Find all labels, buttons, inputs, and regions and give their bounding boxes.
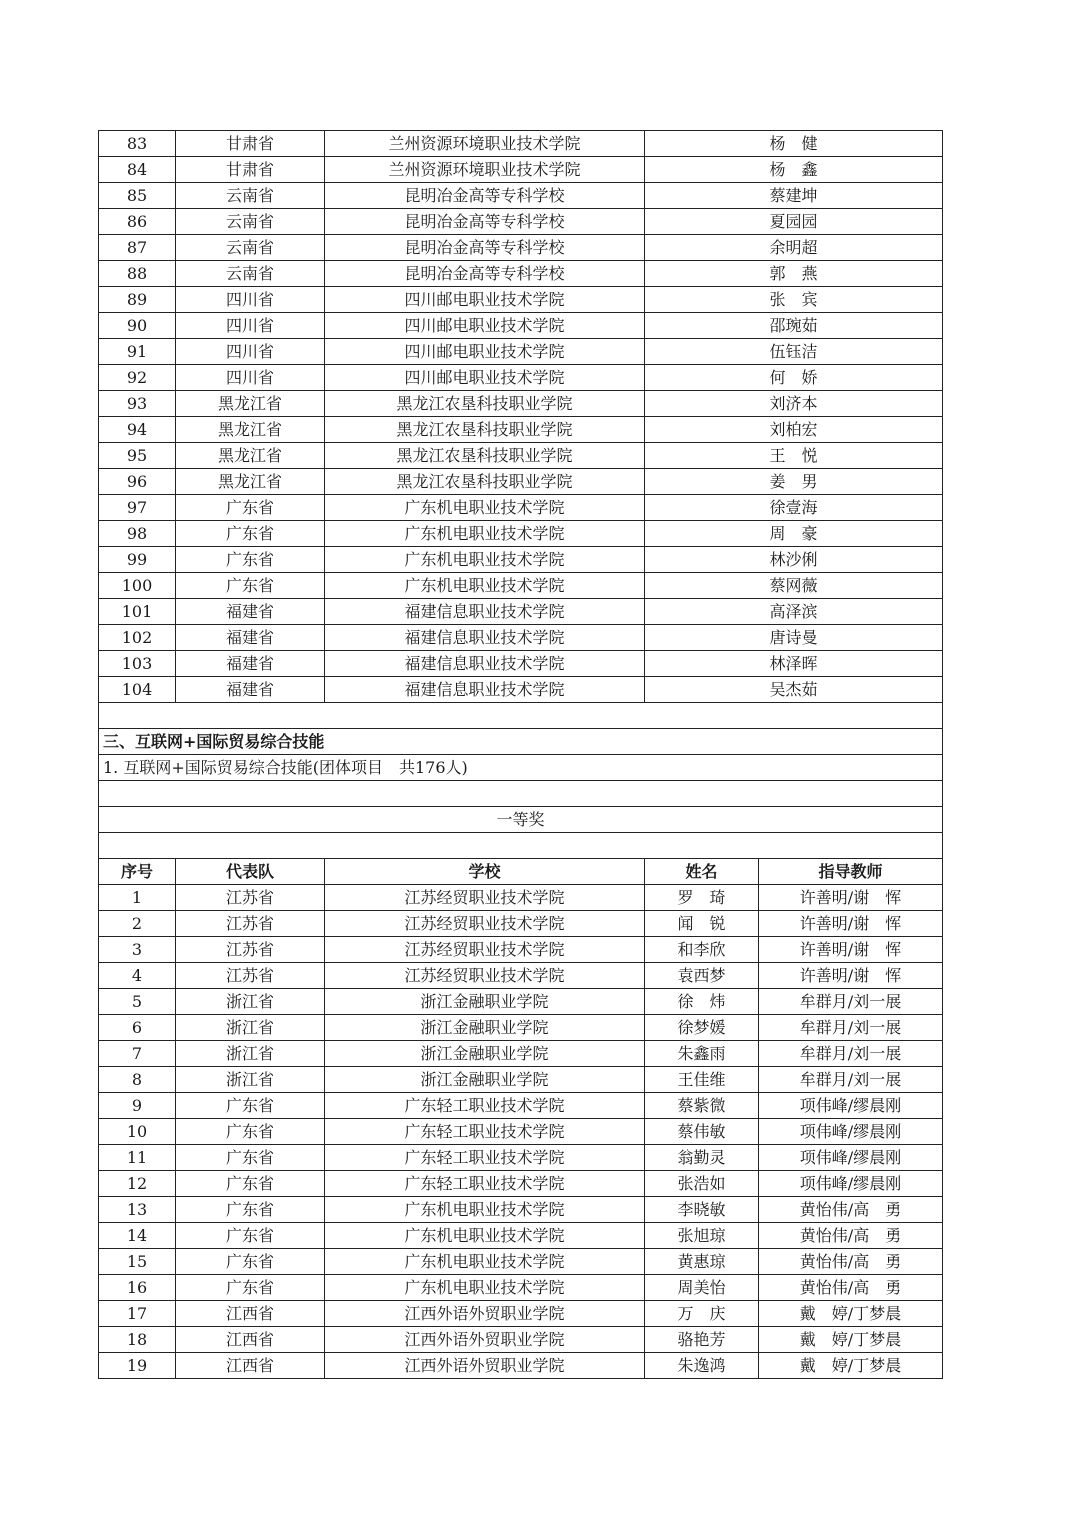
team-cell: 福建省 [176,625,325,651]
table-row [99,989,943,1015]
student-name-cell: 蔡伟敏 [645,1119,759,1145]
row-number: 96 [99,469,176,495]
student-name-cell: 杨 鑫 [645,157,943,183]
team-cell: 黑龙江省 [176,469,325,495]
team-cell: 广东省 [176,521,325,547]
row-number: 14 [99,1223,176,1249]
teacher-cell: 许善明/谢 恽 [759,963,943,989]
student-name-cell: 王佳维 [645,1067,759,1093]
row-number: 19 [99,1353,176,1379]
team-cell: 广东省 [176,1145,325,1171]
row-number: 87 [99,235,176,261]
section-heading-row [99,729,943,755]
team-cell: 甘肃省 [176,131,325,157]
row-number: 8 [99,1067,176,1093]
student-name-cell: 夏园园 [645,209,943,235]
team-cell: 浙江省 [176,1015,325,1041]
student-name-cell: 罗 琦 [645,885,759,911]
team-cell: 江苏省 [176,937,325,963]
table-row [99,417,943,443]
team-cell: 四川省 [176,339,325,365]
blank-row [99,703,943,729]
teacher-cell: 戴 婷/丁梦晨 [759,1327,943,1353]
team-cell: 黑龙江省 [176,391,325,417]
school-cell: 江西外语外贸职业学院 [325,1353,645,1379]
student-name-cell: 朱逸鸿 [645,1353,759,1379]
table-row [99,651,943,677]
school-cell: 江苏经贸职业技术学院 [325,911,645,937]
school-cell: 黑龙江农垦科技职业学院 [325,391,645,417]
table-row [99,911,943,937]
school-cell: 广东轻工职业技术学院 [325,1171,645,1197]
row-number: 94 [99,417,176,443]
student-name-cell: 王 悦 [645,443,943,469]
col-header-name: 姓名 [645,859,759,885]
row-number: 95 [99,443,176,469]
blank-row [99,833,943,859]
table2-header-row [99,859,943,885]
award-row [99,807,943,833]
row-number: 12 [99,1171,176,1197]
school-cell: 昆明冶金高等专科学校 [325,209,645,235]
team-cell: 广东省 [176,573,325,599]
table-row [99,599,943,625]
student-name-cell: 邵琬茹 [645,313,943,339]
school-cell: 江苏经贸职业技术学院 [325,885,645,911]
table-row [99,1197,943,1223]
row-number: 97 [99,495,176,521]
team-cell: 云南省 [176,261,325,287]
team-cell: 广东省 [176,1197,325,1223]
student-name-cell: 周美怡 [645,1275,759,1301]
school-cell: 广东轻工职业技术学院 [325,1145,645,1171]
school-cell: 浙江金融职业学院 [325,1067,645,1093]
teacher-cell: 戴 婷/丁梦晨 [759,1301,943,1327]
row-number: 17 [99,1301,176,1327]
student-name-cell: 张 宾 [645,287,943,313]
table-row [99,157,943,183]
blank-row [99,781,943,807]
row-number: 104 [99,677,176,703]
school-cell: 黑龙江农垦科技职业学院 [325,417,645,443]
table-row [99,443,943,469]
student-name-cell: 唐诗曼 [645,625,943,651]
teacher-cell: 牟群月/刘一展 [759,1041,943,1067]
school-cell: 浙江金融职业学院 [325,1015,645,1041]
team-cell: 广东省 [176,1093,325,1119]
row-number: 1 [99,885,176,911]
team-cell: 浙江省 [176,989,325,1015]
table-row [99,313,943,339]
teacher-cell: 黄怡伟/高 勇 [759,1223,943,1249]
team-cell: 江西省 [176,1353,325,1379]
school-cell: 广东机电职业技术学院 [325,495,645,521]
row-number: 16 [99,1275,176,1301]
team-cell: 福建省 [176,599,325,625]
table-row [99,1353,943,1379]
school-cell: 广东机电职业技术学院 [325,521,645,547]
student-name-cell: 袁西梦 [645,963,759,989]
school-cell: 广东机电职业技术学院 [325,547,645,573]
school-cell: 福建信息职业技术学院 [325,651,645,677]
col-header-no: 序号 [99,859,176,885]
school-cell: 黑龙江农垦科技职业学院 [325,443,645,469]
school-cell: 四川邮电职业技术学院 [325,287,645,313]
row-number: 93 [99,391,176,417]
team-cell: 四川省 [176,313,325,339]
student-name-cell: 张旭琼 [645,1223,759,1249]
teacher-cell: 项伟峰/缪晨刚 [759,1119,943,1145]
row-number: 5 [99,989,176,1015]
results-sheet [98,130,942,1379]
teacher-cell: 牟群月/刘一展 [759,1067,943,1093]
school-cell: 福建信息职业技术学院 [325,677,645,703]
teacher-cell: 黄怡伟/高 勇 [759,1275,943,1301]
school-cell: 广东机电职业技术学院 [325,1223,645,1249]
row-number: 15 [99,1249,176,1275]
team-cell: 江苏省 [176,885,325,911]
table-row [99,677,943,703]
school-cell: 江西外语外贸职业学院 [325,1327,645,1353]
col-header-teacher: 指导教师 [759,859,943,885]
school-cell: 江西外语外贸职业学院 [325,1301,645,1327]
section-header [99,703,943,885]
table-row [99,469,943,495]
table-row [99,885,943,911]
student-name-cell: 蔡紫微 [645,1093,759,1119]
award-title: 一等奖 [99,807,943,833]
school-cell: 福建信息职业技术学院 [325,625,645,651]
student-name-cell: 周 豪 [645,521,943,547]
table-row [99,365,943,391]
row-number: 89 [99,287,176,313]
table-row [99,1301,943,1327]
team-cell: 广东省 [176,1223,325,1249]
school-cell: 昆明冶金高等专科学校 [325,235,645,261]
student-name-cell: 徐 炜 [645,989,759,1015]
school-cell: 昆明冶金高等专科学校 [325,261,645,287]
row-number: 85 [99,183,176,209]
table-row [99,1171,943,1197]
row-number: 99 [99,547,176,573]
row-number: 90 [99,313,176,339]
table-row [99,937,943,963]
row-number: 103 [99,651,176,677]
team-cell: 广东省 [176,495,325,521]
student-name-cell: 杨 健 [645,131,943,157]
team-cell: 云南省 [176,235,325,261]
col-header-team: 代表队 [176,859,325,885]
team-cell: 黑龙江省 [176,443,325,469]
row-number: 102 [99,625,176,651]
team-cell: 江苏省 [176,911,325,937]
section-subheading-row [99,755,943,781]
school-cell: 广东机电职业技术学院 [325,1197,645,1223]
table-row [99,1041,943,1067]
teacher-cell: 牟群月/刘一展 [759,989,943,1015]
row-number: 7 [99,1041,176,1067]
table-row [99,521,943,547]
school-cell: 广东机电职业技术学院 [325,1249,645,1275]
school-cell: 浙江金融职业学院 [325,1041,645,1067]
team-cell: 江西省 [176,1301,325,1327]
team-cell: 广东省 [176,1275,325,1301]
student-name-cell: 伍钰洁 [645,339,943,365]
student-name-cell: 吴杰茹 [645,677,943,703]
student-name-cell: 徐梦媛 [645,1015,759,1041]
row-number: 11 [99,1145,176,1171]
table-row [99,1145,943,1171]
team-cell: 江西省 [176,1327,325,1353]
team-cell: 黑龙江省 [176,417,325,443]
student-name-cell: 高泽滨 [645,599,943,625]
teacher-cell: 戴 婷/丁梦晨 [759,1353,943,1379]
team-cell: 福建省 [176,677,325,703]
row-number: 6 [99,1015,176,1041]
table2-body [99,885,943,1379]
table-row [99,1327,943,1353]
team-cell: 四川省 [176,365,325,391]
student-name-cell: 林泽晖 [645,651,943,677]
student-name-cell: 何 娇 [645,365,943,391]
teacher-cell: 许善明/谢 恽 [759,885,943,911]
row-number: 9 [99,1093,176,1119]
team-cell: 甘肃省 [176,157,325,183]
table-row [99,1015,943,1041]
teacher-cell: 许善明/谢 恽 [759,937,943,963]
team-cell: 广东省 [176,1171,325,1197]
table1-body [99,131,943,703]
team-cell: 广东省 [176,547,325,573]
table-row [99,209,943,235]
table-row [99,287,943,313]
student-name-cell: 蔡网薇 [645,573,943,599]
school-cell: 福建信息职业技术学院 [325,599,645,625]
team-cell: 江苏省 [176,963,325,989]
school-cell: 广东机电职业技术学院 [325,573,645,599]
student-name-cell: 郭 燕 [645,261,943,287]
table-row [99,495,943,521]
row-number: 92 [99,365,176,391]
school-cell: 江苏经贸职业技术学院 [325,963,645,989]
row-number: 10 [99,1119,176,1145]
teacher-cell: 项伟峰/缪晨刚 [759,1093,943,1119]
teacher-cell: 黄怡伟/高 勇 [759,1197,943,1223]
school-cell: 江苏经贸职业技术学院 [325,937,645,963]
student-name-cell: 万 庆 [645,1301,759,1327]
teacher-cell: 许善明/谢 恽 [759,911,943,937]
row-number: 2 [99,911,176,937]
table-row [99,573,943,599]
row-number: 18 [99,1327,176,1353]
school-cell: 黑龙江农垦科技职业学院 [325,469,645,495]
team-cell: 云南省 [176,183,325,209]
student-name-cell: 余明超 [645,235,943,261]
row-number: 98 [99,521,176,547]
section-heading: 三、互联网+国际贸易综合技能 [99,729,943,755]
student-name-cell: 蔡建坤 [645,183,943,209]
team-cell: 四川省 [176,287,325,313]
table-row [99,625,943,651]
table-row [99,339,943,365]
row-number: 13 [99,1197,176,1223]
team-cell: 广东省 [176,1249,325,1275]
row-number: 100 [99,573,176,599]
table-row [99,547,943,573]
student-name-cell: 张浩如 [645,1171,759,1197]
student-name-cell: 闻 锐 [645,911,759,937]
row-number: 84 [99,157,176,183]
table-row [99,131,943,157]
teacher-cell: 项伟峰/缪晨刚 [759,1145,943,1171]
team-cell: 福建省 [176,651,325,677]
section-subheading: 1. 互联网+国际贸易综合技能(团体项目 共176人) [99,755,943,781]
results-table [98,130,943,1379]
student-name-cell: 刘柏宏 [645,417,943,443]
student-name-cell: 黄惠琼 [645,1249,759,1275]
team-cell: 浙江省 [176,1067,325,1093]
row-number: 101 [99,599,176,625]
student-name-cell: 刘济本 [645,391,943,417]
teacher-cell: 牟群月/刘一展 [759,1015,943,1041]
student-name-cell: 林沙俐 [645,547,943,573]
student-name-cell: 翁勤灵 [645,1145,759,1171]
table-row [99,1093,943,1119]
table-row [99,183,943,209]
school-cell: 兰州资源环境职业技术学院 [325,157,645,183]
table-row [99,1249,943,1275]
student-name-cell: 朱鑫雨 [645,1041,759,1067]
row-number: 88 [99,261,176,287]
school-cell: 四川邮电职业技术学院 [325,365,645,391]
table-row [99,235,943,261]
col-header-school: 学校 [325,859,645,885]
row-number: 3 [99,937,176,963]
team-cell: 广东省 [176,1119,325,1145]
school-cell: 广东轻工职业技术学院 [325,1093,645,1119]
table-row [99,963,943,989]
school-cell: 四川邮电职业技术学院 [325,313,645,339]
table-row [99,1119,943,1145]
row-number: 83 [99,131,176,157]
team-cell: 浙江省 [176,1041,325,1067]
table-row [99,261,943,287]
team-cell: 云南省 [176,209,325,235]
school-cell: 广东轻工职业技术学院 [325,1119,645,1145]
student-name-cell: 李晓敏 [645,1197,759,1223]
school-cell: 四川邮电职业技术学院 [325,339,645,365]
row-number: 86 [99,209,176,235]
student-name-cell: 和李欣 [645,937,759,963]
teacher-cell: 黄怡伟/高 勇 [759,1249,943,1275]
school-cell: 兰州资源环境职业技术学院 [325,131,645,157]
student-name-cell: 徐壹海 [645,495,943,521]
row-number: 91 [99,339,176,365]
school-cell: 浙江金融职业学院 [325,989,645,1015]
student-name-cell: 骆艳芳 [645,1327,759,1353]
table-row [99,391,943,417]
row-number: 4 [99,963,176,989]
table-row [99,1223,943,1249]
table-row [99,1275,943,1301]
table-row [99,1067,943,1093]
teacher-cell: 项伟峰/缪晨刚 [759,1171,943,1197]
school-cell: 广东机电职业技术学院 [325,1275,645,1301]
student-name-cell: 姜 男 [645,469,943,495]
school-cell: 昆明冶金高等专科学校 [325,183,645,209]
